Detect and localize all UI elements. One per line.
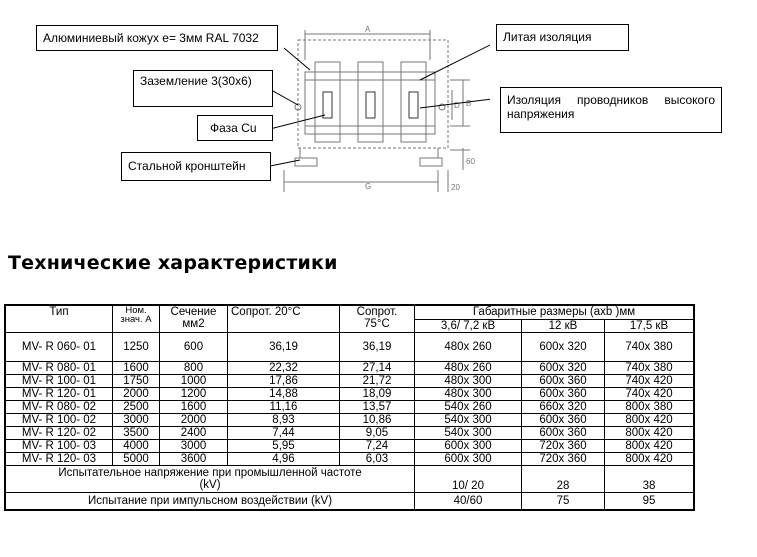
table-row: [5, 388, 694, 401]
cell-dim-17-5kv: 740x 380: [605, 333, 695, 362]
leader-housing: [284, 48, 310, 70]
dimension-label-b: B: [466, 99, 472, 108]
cell-dim-3-6-7-2kv: 600x 300: [415, 440, 522, 453]
cell-dim-12kv: 600x 360: [522, 427, 605, 440]
cell-section: 800: [160, 362, 228, 375]
header-voltage-2: 12 кВ: [522, 319, 605, 333]
cell-nominal-current: 5000: [113, 453, 160, 466]
cell-nominal-current: 2000: [113, 388, 160, 401]
cell-section: 2000: [160, 414, 228, 427]
cell-type: MV- R 120- 01: [5, 388, 113, 401]
table-row: [5, 401, 694, 414]
cell-nominal-current: 3000: [113, 414, 160, 427]
leader-phase: [270, 115, 325, 130]
cell-dim-12kv: 720x 360: [522, 453, 605, 466]
cell-type: MV- R 100- 03: [5, 440, 113, 453]
cell-section: 3600: [160, 453, 228, 466]
table-row: [5, 440, 694, 453]
test-voltage-value-3: 38: [605, 466, 695, 493]
section-title: Технические характеристики: [8, 252, 338, 274]
cell-dim-3-6-7-2kv: 540x 260: [415, 401, 522, 414]
tech-specs-table: [4, 304, 695, 511]
header-nominal-line1: Ном.: [125, 305, 147, 316]
phase-block-3: [401, 62, 426, 142]
cell-section: 1000: [160, 375, 228, 388]
dimension-label-60: 60: [466, 157, 475, 166]
table-row: [5, 375, 694, 388]
cell-resistance-75c: 18,09: [340, 388, 415, 401]
header-voltage-3: 17,5 кВ: [605, 319, 695, 333]
header-resist75-line1: Сопрот.: [356, 306, 398, 318]
cell-nominal-current: 4000: [113, 440, 160, 453]
dimension-label-a: A: [365, 25, 371, 34]
test-voltage-value-1: 10/ 20: [415, 466, 522, 493]
cell-resistance-20c: 14,88: [228, 388, 340, 401]
header-resist75-line2: 75°С: [364, 318, 390, 330]
table-row: [5, 414, 694, 427]
impulse-test-value-1: 40/60: [415, 493, 522, 511]
cell-resistance-75c: 6,03: [340, 453, 415, 466]
test-voltage-row: [5, 466, 694, 493]
cell-nominal-current: 1600: [113, 362, 160, 375]
cell-dim-12kv: 720x 360: [522, 440, 605, 453]
cell-type: MV- R 080- 02: [5, 401, 113, 414]
cell-dim-12kv: 600x 360: [522, 375, 605, 388]
table-row: [5, 333, 694, 362]
dimension-label-d: D: [454, 101, 460, 110]
bracket-left: [295, 158, 317, 166]
housing-body: [305, 72, 435, 134]
phase-block-1: [315, 62, 340, 142]
header-section-line1: Сечение: [170, 306, 217, 318]
cell-dim-3-6-7-2kv: 480x 260: [415, 333, 522, 362]
cell-type: MV- R 100- 02: [5, 414, 113, 427]
impulse-test-label: Испытание при импульсном воздействии (kV): [5, 493, 415, 511]
cell-dim-3-6-7-2kv: 480x 300: [415, 375, 522, 388]
phase-block-2: [358, 62, 383, 142]
cell-type: MV- R 100- 01: [5, 375, 113, 388]
cell-section: 1200: [160, 388, 228, 401]
leader-grounding: [270, 86, 298, 105]
cell-section: 2400: [160, 427, 228, 440]
cell-nominal-current: 2500: [113, 401, 160, 414]
callout-phase: Фаза Cu: [197, 115, 273, 141]
header-resist75: [340, 305, 415, 333]
dimension-label-20: 20: [451, 183, 460, 192]
cell-resistance-75c: 36,19: [340, 333, 415, 362]
cell-dim-17-5kv: 800x 420: [605, 427, 695, 440]
conductor-3: [409, 92, 418, 118]
cell-dim-17-5kv: 800x 420: [605, 453, 695, 466]
test-voltage-value-2: 28: [522, 466, 605, 493]
test-voltage-label: [5, 466, 415, 493]
cell-nominal-current: 3500: [113, 427, 160, 440]
cell-dim-17-5kv: 800x 380: [605, 401, 695, 414]
cell-resistance-20c: 7,44: [228, 427, 340, 440]
header-voltage-1: 3,6/ 7,2 кВ: [415, 319, 522, 333]
table-row: [5, 427, 694, 440]
conductor-1: [323, 92, 332, 118]
cell-dim-12kv: 600x 360: [522, 414, 605, 427]
cell-resistance-20c: 5,95: [228, 440, 340, 453]
cell-resistance-75c: 10,86: [340, 414, 415, 427]
test-voltage-label-line2: (kV): [199, 479, 221, 491]
header-type: Тип: [5, 305, 113, 333]
conductor-2: [366, 92, 375, 118]
cell-dim-3-6-7-2kv: 600x 300: [415, 453, 522, 466]
cell-dim-12kv: 600x 360: [522, 388, 605, 401]
cell-resistance-20c: 22,32: [228, 362, 340, 375]
cell-type: MV- R 060- 01: [5, 333, 113, 362]
cell-resistance-20c: 4,96: [228, 453, 340, 466]
cell-dim-3-6-7-2kv: 540x 300: [415, 427, 522, 440]
callout-hv-insulation: Изоляция проводников высокого напряжения: [500, 87, 722, 133]
header-dimensions: Габаритные размеры (axb )мм: [415, 305, 695, 319]
cell-section: 3000: [160, 440, 228, 453]
cell-resistance-20c: 11,16: [228, 401, 340, 414]
table-body: [5, 333, 694, 466]
header-resist20: Сопрот. 20°С: [228, 305, 340, 333]
cell-type: MV- R 120- 02: [5, 427, 113, 440]
header-nominal: [113, 305, 160, 333]
cell-dim-17-5kv: 740x 420: [605, 375, 695, 388]
cell-nominal-current: 1750: [113, 375, 160, 388]
cell-nominal-current: 1250: [113, 333, 160, 362]
impulse-test-value-3: 95: [605, 493, 695, 511]
cell-dim-17-5kv: 740x 420: [605, 388, 695, 401]
callout-cast-insulation: Литая изоляция: [496, 24, 629, 51]
cell-dim-17-5kv: 800x 420: [605, 414, 695, 427]
dimension-label-g: G: [365, 182, 372, 191]
cell-resistance-20c: 36,19: [228, 333, 340, 362]
cell-type: MV- R 080- 01: [5, 362, 113, 375]
header-nominal-line2: знач. А: [120, 314, 152, 325]
cell-type: MV- R 120- 03: [5, 453, 113, 466]
busbar-technical-drawing: [270, 20, 490, 200]
cell-dim-17-5kv: 740x 380: [605, 362, 695, 375]
table-header-row: [5, 305, 694, 319]
test-voltage-label-line1: Испытательное напряжение при промышленной частоте: [58, 467, 362, 479]
cell-resistance-75c: 27,14: [340, 362, 415, 375]
header-section-line2: мм2: [182, 318, 205, 330]
cell-section: 600: [160, 333, 228, 362]
cell-resistance-75c: 7,24: [340, 440, 415, 453]
callout-bracket: Стальной кронштейн: [121, 152, 271, 181]
cell-dim-12kv: 600x 320: [522, 362, 605, 375]
callout-housing: Алюминиевый кожух e= 3мм RAL 7032: [36, 25, 278, 51]
cell-dim-3-6-7-2kv: 480x 300: [415, 388, 522, 401]
cell-resistance-20c: 17,86: [228, 375, 340, 388]
cell-section: 1600: [160, 401, 228, 414]
table-row: [5, 362, 694, 375]
bracket-right: [420, 158, 442, 166]
cell-resistance-75c: 21,72: [340, 375, 415, 388]
cell-dim-12kv: 660x 320: [522, 401, 605, 414]
cell-dim-3-6-7-2kv: 540x 300: [415, 414, 522, 427]
impulse-test-value-2: 75: [522, 493, 605, 511]
cell-resistance-20c: 8,93: [228, 414, 340, 427]
cell-resistance-75c: 13,57: [340, 401, 415, 414]
impulse-test-row: [5, 493, 694, 511]
header-section: [160, 305, 228, 333]
cell-resistance-75c: 9,05: [340, 427, 415, 440]
table-row: [5, 453, 694, 466]
callout-grounding: Заземление 3(30x6): [133, 70, 273, 107]
cell-dim-3-6-7-2kv: 480x 260: [415, 362, 522, 375]
cell-dim-12kv: 600x 320: [522, 333, 605, 362]
cell-dim-17-5kv: 800x 420: [605, 440, 695, 453]
